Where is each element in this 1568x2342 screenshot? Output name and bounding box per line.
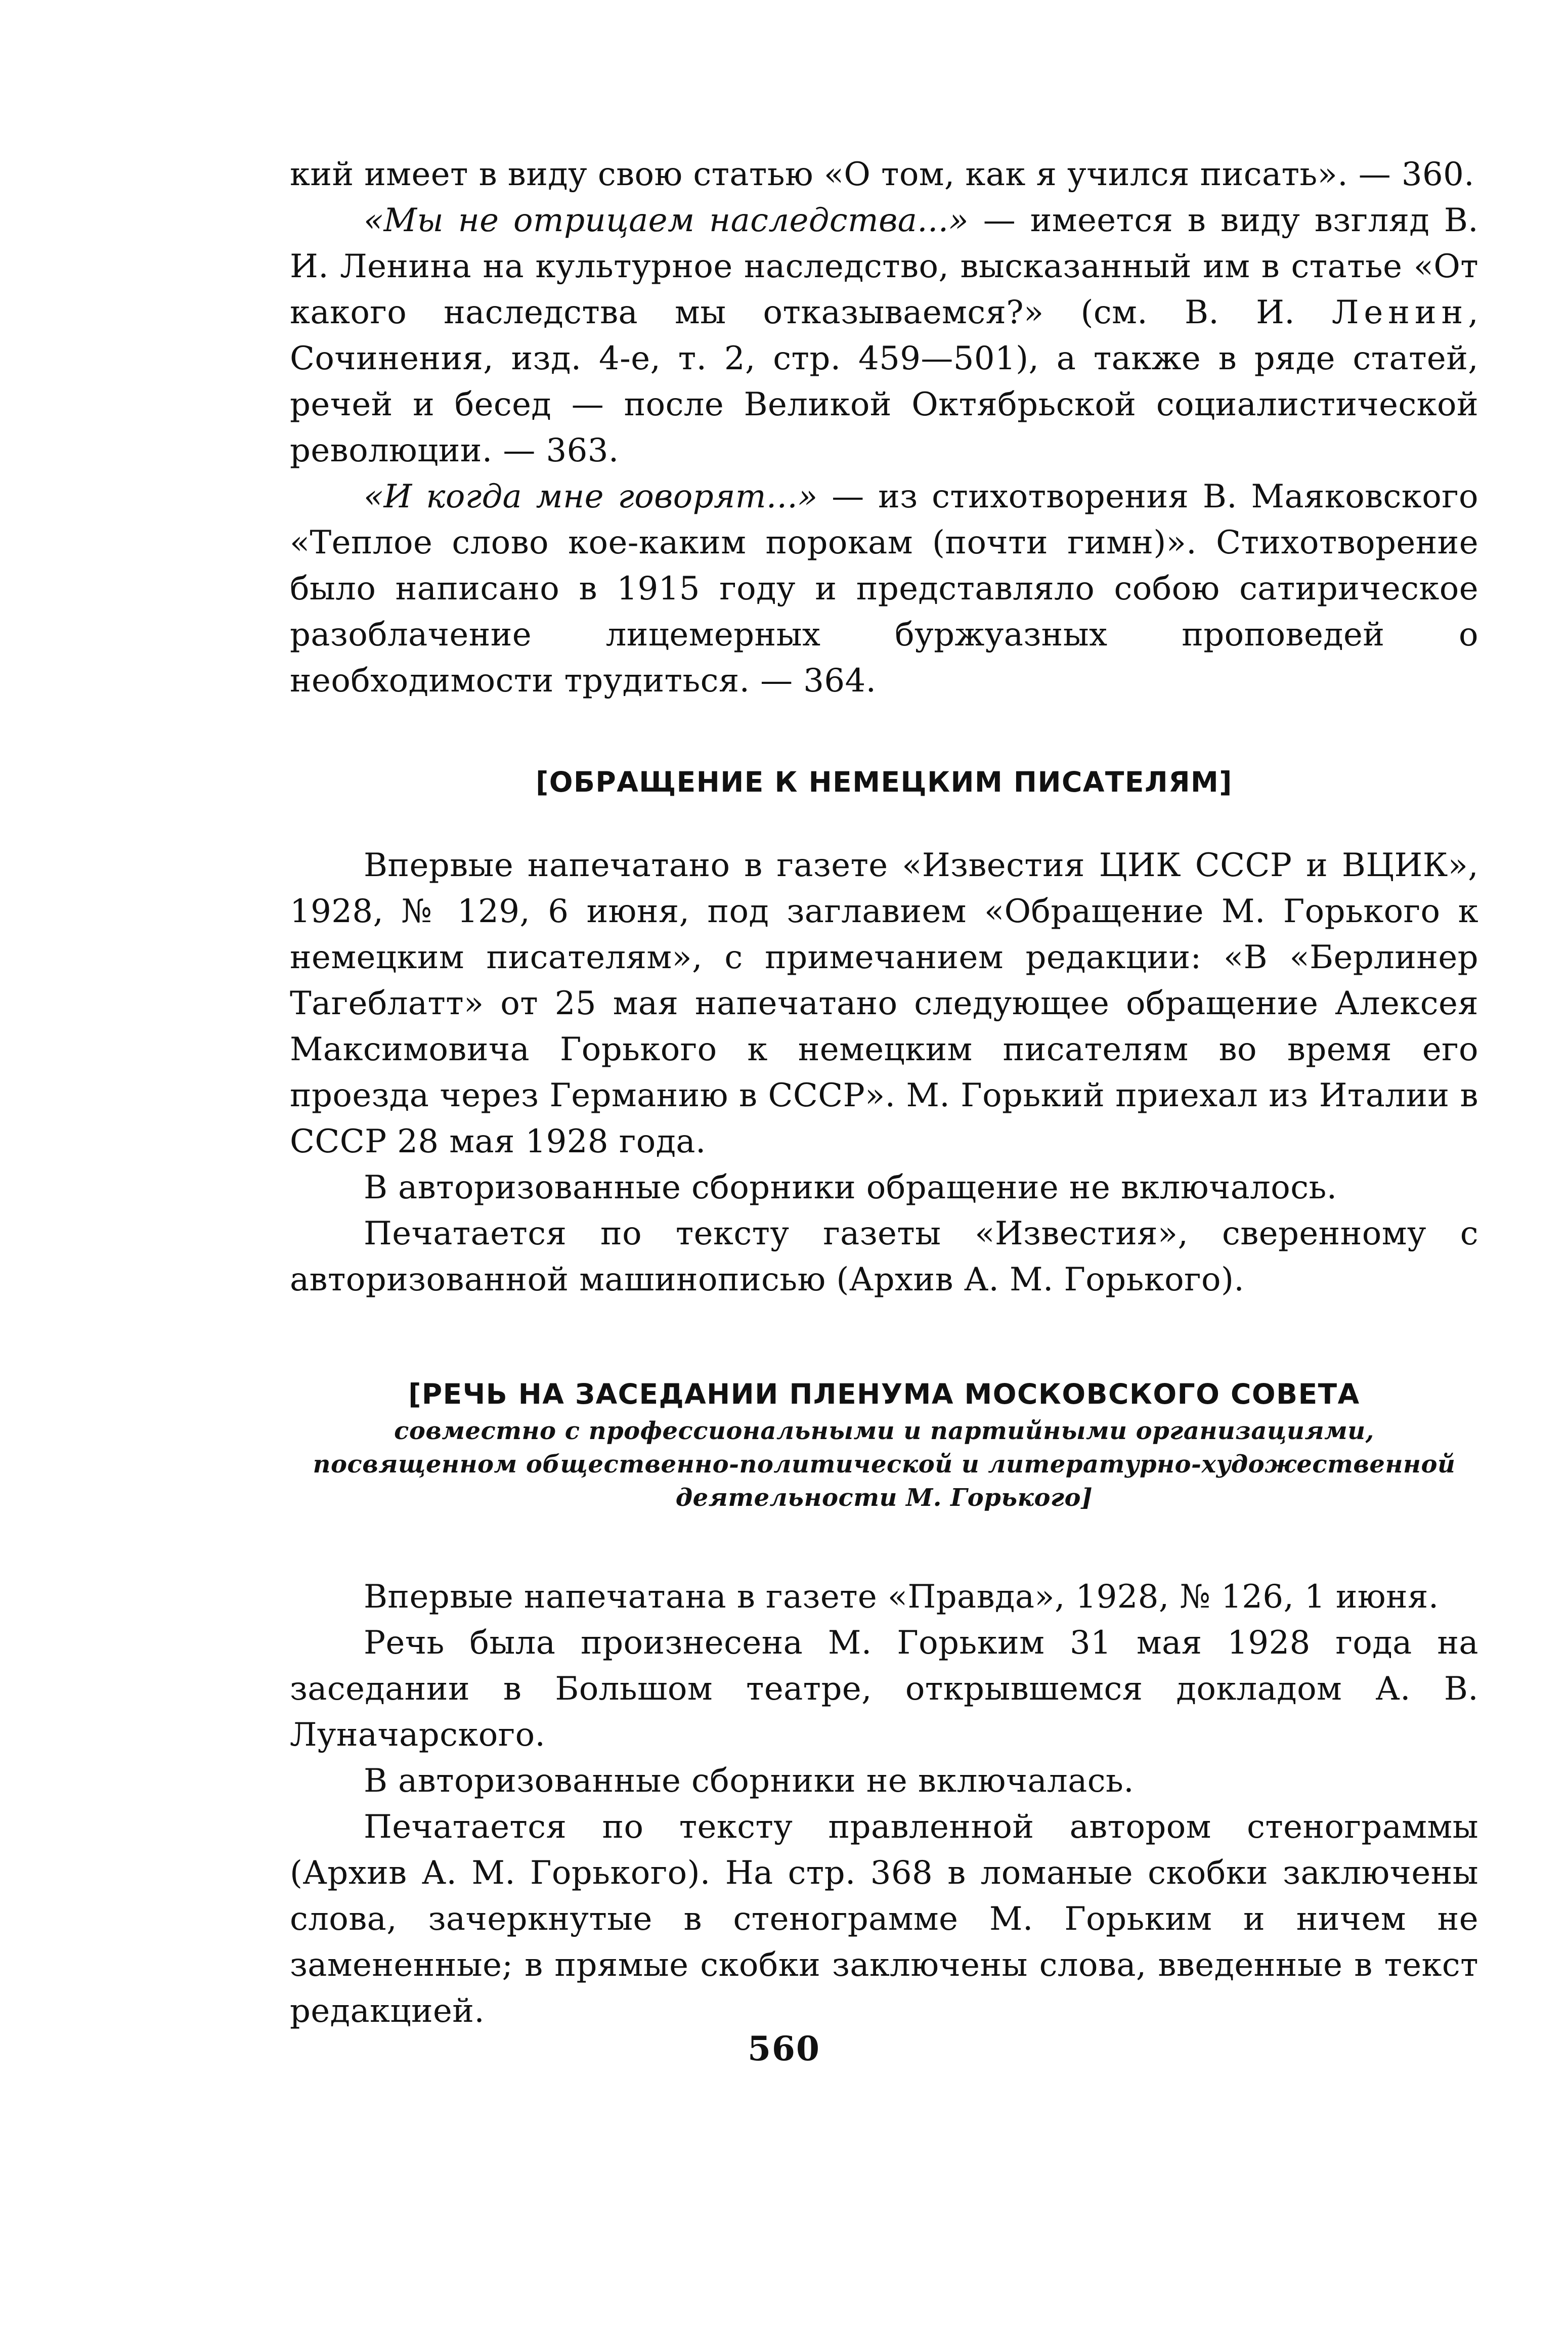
text-column [290, 152, 1478, 2034]
note-text: — имеется в виду взгляд В. И. Ленина на культурное наследство, высказанный им в статье «От какого наследства мы отказываемся?» (см. В. И. [290, 202, 1478, 331]
section-paragraph: Печатается по тексту газеты «Известия», сверенному с авторизованной машинописью (Архив А. М. Горького). [290, 1215, 1478, 1298]
note-text: , Сочинения, изд. 4-е, т. 2, стр. 459—501), а также в ряде статей, речей и бесед — после Великой Октябрьской социалистической революции. — 363. [290, 294, 1478, 469]
note-text: — из стихотворения В. Маяковского «Теплое слово кое-каким порокам (почти гимн)». Стихотворение было написано в 1915 году и представляло собою сатирическое разоблачение лицемерных буржуазных проповедей о необходимости трудиться. — 364. [290, 478, 1478, 700]
section-paragraph: В авторизованные сборники обращение не включалось. [364, 1169, 1337, 1206]
note-paragraph [290, 152, 1478, 198]
section-heading: [РЕЧЬ НА ЗАСЕДАНИИ ПЛЕНУМА МОСКОВСКОГО СОВЕТА [408, 1378, 1360, 1410]
note-paragraph [290, 198, 1478, 474]
note-author: Ленин [1332, 294, 1468, 331]
section-paragraph: Впервые напечатано в газете «Известия ЦИК СССР и ВЦИК», 1928, № 129, 6 июня, под заглавием «Обращение М. Горького к немецким писателям», с примечанием редакции: «В «Берлинер Тагеблатт» от 25 мая напечатано следующее обращение Алексея Максимовича Горького к немецким писателям во время его проезда через Германию в СССР». М. Горький приехал из Италии в СССР 28 мая 1928 года. [290, 847, 1478, 1160]
note-text: кий имеет в виду свою статью «О том, как я учился писать». — 360. [290, 156, 1474, 193]
note-quote: «Мы не отрицаем наследства...» [364, 202, 969, 239]
section-subheading: совместно с профессиональными и партийными организациями, посвященном общественно-политической и литературно-художественной деятельности М. Горького] [313, 1417, 1456, 1512]
section-paragraph: В авторизованные сборники не включалась. [364, 1762, 1134, 1800]
section-paragraph: Впервые напечатана в газете «Правда», 1928, № 126, 1 июня. [364, 1578, 1439, 1616]
note-paragraph [290, 474, 1478, 704]
section-heading: [ОБРАЩЕНИЕ К НЕМЕЦКИМ ПИСАТЕЛЯМ] [536, 766, 1233, 798]
section-paragraph: Печатается по тексту правленной автором стенограммы (Архив А. М. Горького). На стр. 368 в ломаные скобки заключены слова, зачеркнутые в стенограмме М. Горьким и ничем не замененные; в прямые скобки заключены слова, введенные в текст редакцией. [290, 1808, 1478, 2030]
spacer [290, 1514, 1478, 1574]
section-paragraph: Речь была произнесена М. Горьким 31 мая 1928 года на заседании в Большом театре, открывшемся докладом А. В. Луначарского. [290, 1624, 1478, 1754]
note-quote: «И когда мне говорят...» [364, 478, 818, 515]
spacer [290, 704, 1478, 762]
spacer [290, 1303, 1478, 1374]
spacer [290, 802, 1478, 843]
page-number: 560 [748, 2029, 820, 2068]
